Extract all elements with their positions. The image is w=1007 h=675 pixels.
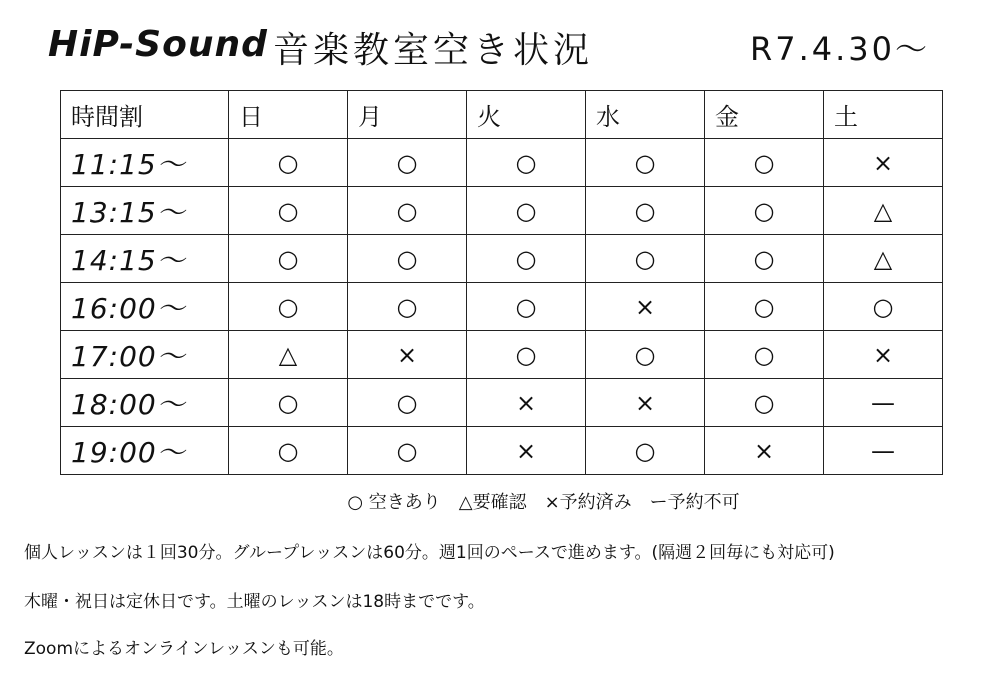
column-header-timeslot: 時間割	[61, 91, 229, 139]
time-slot: 18:00～	[61, 379, 229, 427]
availability-cell: ×	[705, 427, 824, 475]
availability-cell: ○	[229, 283, 348, 331]
availability-cell: ○	[229, 187, 348, 235]
availability-cell: ○	[348, 187, 467, 235]
table-row	[61, 427, 943, 475]
table-row	[61, 235, 943, 283]
time-slot: 14:15～	[61, 235, 229, 283]
effective-date: R7.4.30～	[750, 30, 931, 68]
column-header-tue: 火	[467, 91, 586, 139]
availability-cell: ○	[705, 187, 824, 235]
availability-cell: ○	[348, 283, 467, 331]
availability-cell: ○	[586, 187, 705, 235]
availability-cell: ○	[229, 235, 348, 283]
column-header-mon: 月	[348, 91, 467, 139]
availability-cell: ○	[824, 283, 943, 331]
availability-cell: ○	[705, 283, 824, 331]
column-header-fri: 金	[705, 91, 824, 139]
availability-cell: ○	[467, 331, 586, 379]
column-header-sat: 土	[824, 91, 943, 139]
availability-cell: ○	[705, 235, 824, 283]
availability-cell: ○	[229, 379, 348, 427]
title-row	[48, 18, 948, 78]
schedule-table	[60, 90, 943, 475]
availability-cell: ×	[467, 427, 586, 475]
availability-cell: ○	[586, 235, 705, 283]
note-holidays: 木曜・祝日は定休日です。土曜のレッスンは18時までです。	[24, 592, 485, 612]
time-slot: 16:00～	[61, 283, 229, 331]
availability-cell: ×	[467, 379, 586, 427]
availability-cell: △	[229, 331, 348, 379]
availability-cell: ○	[586, 427, 705, 475]
time-slot: 19:00～	[61, 427, 229, 475]
availability-cell: —	[824, 427, 943, 475]
time-slot: 13:15～	[61, 187, 229, 235]
availability-cell: ○	[467, 187, 586, 235]
table-header-row	[61, 91, 943, 139]
availability-cell: ○	[467, 139, 586, 187]
availability-cell: ○	[229, 139, 348, 187]
availability-cell: ×	[824, 331, 943, 379]
availability-cell: ○	[586, 139, 705, 187]
page-title: 音楽教室空き状況	[273, 30, 594, 71]
table-row	[61, 139, 943, 187]
availability-cell: ○	[348, 379, 467, 427]
availability-cell: △	[824, 187, 943, 235]
table-row	[61, 379, 943, 427]
availability-cell: ○	[705, 139, 824, 187]
availability-cell: ○	[229, 427, 348, 475]
legend: ○ 空きあり △要確認 ×予約済み ー予約不可	[347, 492, 740, 513]
availability-cell: ○	[705, 331, 824, 379]
availability-cell: ○	[348, 139, 467, 187]
table-row	[61, 331, 943, 379]
note-online: Zoomによるオンラインレッスンも可能。	[24, 639, 344, 659]
note-lesson-length: 個人レッスンは１回30分。グループレッスンは60分。週1回のペースで進めます。(隔週２回毎にも対応可)	[24, 543, 835, 563]
table-row	[61, 283, 943, 331]
column-header-wed: 水	[586, 91, 705, 139]
availability-cell: ○	[348, 235, 467, 283]
availability-cell: —	[824, 379, 943, 427]
column-header-sun: 日	[229, 91, 348, 139]
time-slot: 17:00～	[61, 331, 229, 379]
brand-logo: HiP-Sound	[48, 24, 268, 65]
availability-cell: ×	[586, 283, 705, 331]
availability-cell: ×	[586, 379, 705, 427]
time-slot: 11:15～	[61, 139, 229, 187]
table-row	[61, 187, 943, 235]
availability-cell: △	[824, 235, 943, 283]
availability-cell: ○	[467, 283, 586, 331]
availability-cell: ○	[586, 331, 705, 379]
availability-cell: ×	[824, 139, 943, 187]
availability-cell: ○	[348, 427, 467, 475]
availability-cell: ○	[467, 235, 586, 283]
availability-cell: ○	[705, 379, 824, 427]
availability-cell: ×	[348, 331, 467, 379]
